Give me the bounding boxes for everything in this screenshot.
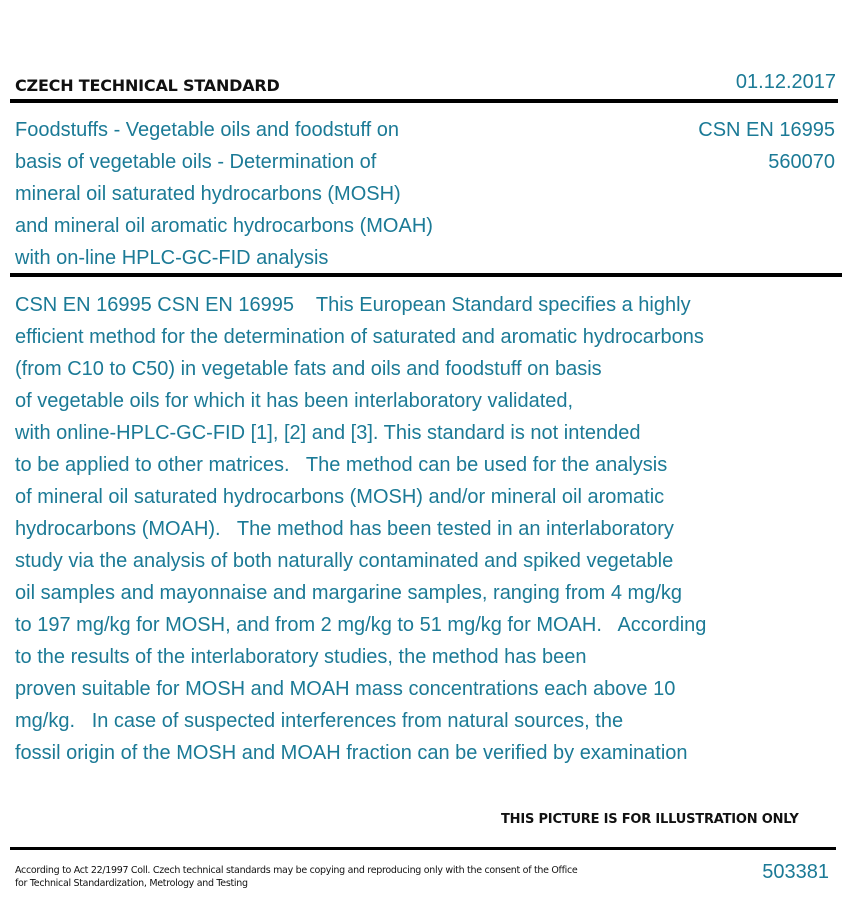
legal-notice-line: for Technical Standardization, Metrology and Testing [15,878,248,889]
abstract-line: to 197 mg/kg for MOSH, and from 2 mg/kg to 51 mg/kg for MOAH. According [15,614,707,636]
abstract-line: to the results of the interlaboratory studies, the method has been [15,646,587,668]
abstract-text [15,289,815,769]
abstract-line: efficient method for the determination of saturated and aromatic hydrocarbons [15,326,704,348]
abstract-line: oil samples and mayonnaise and margarine samples, ranging from 4 mg/kg [15,582,683,604]
abstract-line: CSN EN 16995 CSN EN 16995 This European Standard specifies a highly [15,294,691,316]
abstract-line: hydrocarbons (MOAH). The method has been tested in an interlaboratory [15,518,674,540]
abstract-line: of vegetable oils for which it has been interlaboratory validated, [15,390,574,412]
abstract-line: (from C10 to C50) in vegetable fats and oils and foodstuff on basis [15,358,602,380]
abstract-line: fossil origin of the MOSH and MOAH fraction can be verified by examination [15,742,688,764]
standard-title [15,114,535,274]
legal-notice-line: According to Act 22/1997 Coll. Czech technical standards may be copying and reproducing only with the consent of the Office [15,865,578,876]
title-line: with on-line HPLC-GC-FID analysis [15,247,329,269]
document-id: 503381 [762,861,829,883]
legal-notice [15,864,577,890]
footer-divider [10,847,836,850]
publication-date: 01.12.2017 [735,71,836,93]
abstract-line: proven suitable for MOSH and MOAH mass concentrations each above 10 [15,678,676,700]
abstract-line: mg/kg. In case of suspected interferences from natural sources, the [15,710,624,732]
abstract-line: study via the analysis of both naturally contaminated and spiked vegetable [15,550,674,572]
title-line: and mineral oil aromatic hydrocarbons (MOAH) [15,215,433,237]
standard-code: CSN EN 16995 [698,119,835,141]
title-line: Foodstuffs - Vegetable oils and foodstuff on [15,119,399,141]
illustration-notice: THIS PICTURE IS FOR ILLUSTRATION ONLY [501,812,799,827]
abstract-line: with online-HPLC-GC-FID [1], [2] and [3]. This standard is not intended [15,422,641,444]
standard-type-label: CZECH TECHNICAL STANDARD [15,76,280,95]
catalog-number: 560070 [768,151,835,173]
title-line: mineral oil saturated hydrocarbons (MOSH) [15,183,401,205]
standard-codes [698,114,835,178]
abstract-line: to be applied to other matrices. The method can be used for the analysis [15,454,668,476]
title-divider [10,273,842,277]
header-divider [10,99,838,103]
title-line: basis of vegetable oils - Determination of [15,151,377,173]
abstract-line: of mineral oil saturated hydrocarbons (MOSH) and/or mineral oil aromatic [15,486,665,508]
